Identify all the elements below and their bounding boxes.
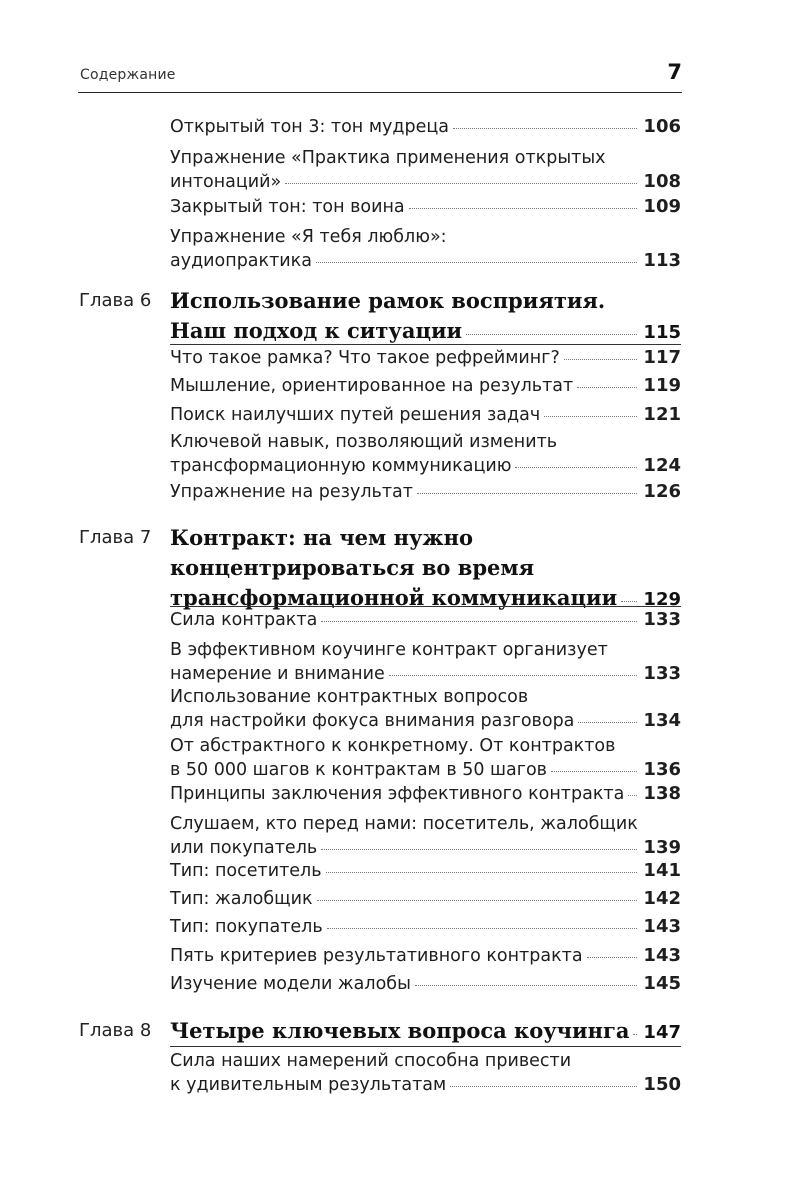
toc-page-number: 133 [643,663,681,684]
chapter-rule [170,344,681,345]
chapter-title-entry[interactable]: Использование рамок восприятия. Наш подход к ситуации 115 [170,286,681,348]
toc-entry[interactable]: Упражнение «Практика применения открытых интонаций» 108 [170,148,681,192]
toc-page-number: 138 [643,783,681,804]
toc-page-number: 136 [643,759,681,780]
toc-entry[interactable]: Изучение модели жалобы 145 [170,973,681,994]
chapter-rule [170,606,681,607]
toc-page-number: 143 [643,916,681,937]
toc-page-number: 126 [643,481,681,502]
toc-page-number: 119 [643,375,681,396]
toc-page-number: 124 [643,455,681,476]
chapter-label: Глава 6 [79,290,152,311]
toc-page-number: 129 [643,589,681,610]
toc-entry[interactable]: Что такое рамка? Что такое рефрейминг? 117 [170,347,681,368]
toc-entry[interactable]: Открытый тон 3: тон мудреца 106 [170,116,681,137]
toc-page-number: 147 [643,1022,681,1043]
toc-page-number: 108 [643,171,681,192]
toc-page-number: 115 [643,322,681,343]
toc-page-number: 117 [643,347,681,368]
toc-page-number: 113 [643,250,681,271]
toc-page-number: 106 [643,116,681,137]
toc-page-number: 142 [643,888,681,909]
toc-entry[interactable]: Ключевой навык, позволяющий изменить трансформационную коммуникацию 124 [170,432,681,476]
page-number: 7 [667,60,682,84]
toc-page-number: 121 [643,404,681,425]
toc-entry[interactable]: Слушаем, кто перед нами: посетитель, жалобщик или покупатель 139 [170,814,681,858]
toc-entry[interactable]: Закрытый тон: тон воина 109 [170,196,681,217]
toc-page-number: 133 [643,609,681,630]
toc-entry[interactable]: Мышление, ориентированное на результат 119 [170,375,681,396]
toc-entry[interactable]: Принципы заключения эффективного контракта 138 [170,783,681,804]
toc-entry[interactable]: Упражнение на результат 126 [170,481,681,502]
chapter-title-entry[interactable]: Четыре ключевых вопроса коучинга 147 [170,1016,681,1048]
toc-entry[interactable]: Использование контрактных вопросов для настройки фокуса внимания разговора 134 [170,687,681,731]
toc-page-number: 109 [643,196,681,217]
toc-entry[interactable]: В эффективном коучинге контракт организует намерение и внимание 133 [170,640,681,684]
toc-page-number: 143 [643,945,681,966]
toc-entry[interactable]: Тип: посетитель 141 [170,860,681,881]
toc-entry[interactable]: Сила контракта 133 [170,609,681,630]
toc-page-number: 141 [643,860,681,881]
chapter-label: Глава 7 [79,527,152,548]
toc-entry[interactable]: От абстрактного к конкретному. От контрактов в 50 000 шагов к контрактам в 50 шагов 136 [170,736,681,780]
chapter-rule [170,1046,681,1047]
toc-entry[interactable]: Тип: жалобщик 142 [170,888,681,909]
toc-page-number: 145 [643,973,681,994]
chapter-title-entry[interactable]: Контракт: на чем нужно концентрироваться во время трансформационной коммуникации 129 [170,523,681,615]
chapter-label: Глава 8 [79,1020,152,1041]
section-title: Содержание [80,67,176,83]
toc-entry[interactable]: Тип: покупатель 143 [170,916,681,937]
toc-entry[interactable]: Поиск наилучших путей решения задач 121 [170,404,681,425]
running-header [78,56,682,93]
toc-page-number: 139 [643,837,681,858]
toc-page-number: 134 [643,710,681,731]
toc-page-number: 150 [643,1074,681,1095]
toc-entry[interactable]: Упражнение «Я тебя люблю»: аудиопрактика 113 [170,227,681,271]
toc-entry[interactable]: Сила наших намерений способна привести к удивительным результатам 150 [170,1051,681,1095]
toc-entry[interactable]: Пять критериев результативного контракта 143 [170,945,681,966]
